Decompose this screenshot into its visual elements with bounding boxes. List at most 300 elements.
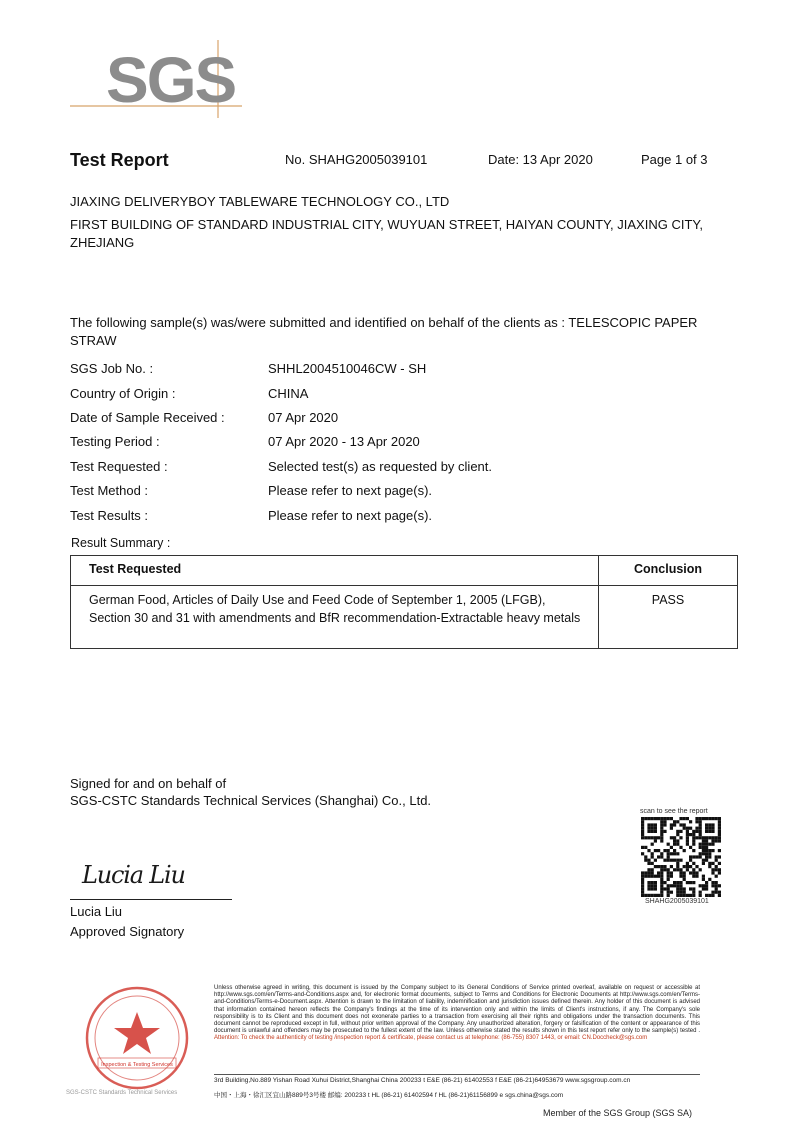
qr-module [695,855,698,858]
qr-module [699,868,702,871]
qr-module [695,830,698,833]
qr-module [647,859,650,862]
qr-module [654,839,657,842]
qr-code[interactable] [641,817,723,897]
qr-module [660,865,663,868]
qr-module [705,887,708,890]
qr-module [679,830,682,833]
qr-module [660,833,663,836]
qr-module [711,862,714,865]
qr-module [708,830,711,833]
qr-module [718,894,721,897]
qr-module [660,891,663,894]
qr-module [660,894,663,897]
qr-module [667,871,670,874]
qr-module [654,859,657,862]
qr-module [705,827,708,830]
qr-module [708,878,711,881]
field-label: Test Results : [70,508,149,523]
qr-module [644,846,647,849]
table-row [71,586,738,649]
qr-module [692,881,695,884]
qr-module [651,827,654,830]
qr-module [647,823,650,826]
qr-module [695,836,698,839]
qr-module [699,855,702,858]
qr-module [651,868,654,871]
qr-module [676,894,679,897]
qr-module [686,862,689,865]
qr-module [670,859,673,862]
qr-module [670,891,673,894]
qr-module [718,871,721,874]
client-name: JIAXING DELIVERYBOY TABLEWARE TECHNOLOGY CO., LTD [70,194,450,209]
qr-module [657,865,660,868]
qr-caption: scan to see the report [640,808,708,815]
qr-module [702,852,705,855]
qr-module [699,836,702,839]
qr-module [692,887,695,890]
qr-module [695,827,698,830]
field-label: Test Method : [70,483,149,498]
qr-module [718,891,721,894]
qr-module [718,884,721,887]
qr-module [699,891,702,894]
report-number: No. SHAHG2005039101 [285,152,428,167]
qr-module [641,871,644,874]
qr-module [654,830,657,833]
qr-module [670,823,673,826]
qr-module [667,891,670,894]
qr-module [711,868,714,871]
qr-module [673,843,676,846]
qr-module [641,852,644,855]
qr-module [667,817,670,820]
qr-module [686,868,689,871]
qr-module [641,881,644,884]
qr-module [686,833,689,836]
qr-module [641,884,644,887]
qr-module [683,887,686,890]
qr-module [702,884,705,887]
qr-module [702,859,705,862]
company-name: SGS-CSTC Standards Technical Services (Shanghai) Co., Ltd. [70,793,432,808]
qr-module [641,817,644,820]
result-summary-table [70,555,738,649]
qr-module [705,855,708,858]
qr-module [679,859,682,862]
qr-module [692,875,695,878]
qr-module [660,817,663,820]
qr-module [692,836,695,839]
qr-module [705,843,708,846]
qr-module [641,875,644,878]
qr-module [663,887,666,890]
qr-module [657,836,660,839]
qr-module [692,849,695,852]
field-label: SGS Job No. : [70,361,154,376]
qr-module [667,855,670,858]
qr-module [702,836,705,839]
signatory-name: Lucia Liu [70,904,123,919]
qr-module [699,817,702,820]
qr-module [676,833,679,836]
qr-module [654,836,657,839]
qr-module [679,817,682,820]
qr-module [679,894,682,897]
field-value: 07 Apr 2020 [268,410,339,425]
qr-module [718,817,721,820]
qr-module [692,868,695,871]
signature-line [70,899,232,900]
qr-module [686,836,689,839]
qr-module [641,846,644,849]
field-value: CHINA [268,386,309,401]
qr-module [711,830,714,833]
qr-module [660,830,663,833]
qr-module [683,878,686,881]
qr-module [651,817,654,820]
qr-module [679,881,682,884]
qr-module [644,894,647,897]
qr-module [647,868,650,871]
qr-module [692,830,695,833]
qr-module [657,871,660,874]
qr-module [679,846,682,849]
sgs-logo [70,40,242,120]
qr-module [718,830,721,833]
qr-module [660,855,663,858]
qr-module [711,839,714,842]
qr-module [676,843,679,846]
qr-module [692,871,695,874]
qr-module [667,849,670,852]
qr-module [692,894,695,897]
footer-divider [214,1074,700,1075]
qr-module [647,817,650,820]
qr-module [673,839,676,842]
qr-module [708,894,711,897]
qr-module [660,836,663,839]
qr-module [715,884,718,887]
qr-module [660,884,663,887]
qr-module [683,817,686,820]
svg-text:Inspection & Testing Services: Inspection & Testing Services [101,1062,173,1068]
qr-module [660,875,663,878]
qr-module [660,868,663,871]
qr-module [715,817,718,820]
qr-module [708,827,711,830]
qr-module [673,852,676,855]
qr-module [689,894,692,897]
qr-module [686,843,689,846]
qr-module [679,875,682,878]
qr-module [683,849,686,852]
qr-module [676,862,679,865]
qr-module [651,830,654,833]
terms-fine-print [214,985,700,1043]
terms-text: Unless otherwise agreed in writing, this document is issued by the Company subject to its General Conditions of Service printed overleaf, available on request or accessible at http://www.sgs.com/en/Terms-and-Conditions.aspx and, for electronic format documents, subject to Terms and Conditions for Electronic Documents at http://www.sgs.com/en/Terms-and-Conditions/Terms-e-Document.aspx. Attention is drawn to the limitation of liability, indemnification and jurisdiction issues defined therein. Any holder of this document is advised that information contained hereon reflects the Company's findings at the time of its intervention only and within the limits of Client's instructions, if any. The Company's sole responsibility is to its Client and this document does not exonerate parties to a transaction from exercising all their rights and obligations under the transaction documents. This document cannot be reproduced except in full, without prior written approval of the Company. Any unauthorized alteration, forgery or falsification of the content or appearance of this document is unlawful and offenders may be prosecuted to the fullest extent of the law. Unless otherwise stated the results shown in this test report refer only to the sample(s) tested . [214,985,700,1035]
qr-module [676,891,679,894]
qr-module [689,833,692,836]
qr-module [654,875,657,878]
qr-module [647,881,650,884]
qr-module [654,894,657,897]
qr-module [718,823,721,826]
qr-module [718,849,721,852]
qr-module [670,865,673,868]
qr-module [670,884,673,887]
qr-module [673,868,676,871]
qr-module [670,817,673,820]
qr-module [679,871,682,874]
field-value: SHHL2004510046CW - SH [268,361,427,376]
qr-module [718,827,721,830]
qr-module [673,859,676,862]
qr-module [654,887,657,890]
qr-module [663,881,666,884]
qr-module [718,833,721,836]
qr-module [708,836,711,839]
qr-module [699,884,702,887]
qr-module [673,836,676,839]
qr-module [676,830,679,833]
qr-module [667,884,670,887]
qr-module [644,836,647,839]
qr-module [673,881,676,884]
qr-module [695,871,698,874]
authenticity-notice: Attention: To check the authenticity of testing /inspection report & certificate, please contact us at telephone: (86-755) 8307 1443, or email: CN.Doccheck@sgs.com [214,1035,648,1042]
qr-module [692,833,695,836]
qr-module [676,839,679,842]
signatory-role: Approved Signatory [70,924,185,939]
qr-module [708,862,711,865]
field-label: Country of Origin : [70,386,176,401]
qr-module [660,827,663,830]
qr-module [663,830,666,833]
qr-module [670,836,673,839]
qr-module [692,862,695,865]
qr-module [641,891,644,894]
qr-module [670,871,673,874]
qr-module [660,839,663,842]
qr-module [695,875,698,878]
test-requested-cell: German Food, Articles of Daily Use and Feed Code of September 1, 2005 (LFGB), Section 30 and 31 with amendments and BfR recommendation-Extractable heavy metals [71,586,599,649]
qr-module [711,836,714,839]
qr-report-id: SHAHG2005039101 [645,898,709,905]
field-label: Date of Sample Received : [70,410,225,425]
qr-module [702,862,705,865]
qr-module [663,817,666,820]
qr-module [683,875,686,878]
qr-module [705,846,708,849]
qr-module [657,817,660,820]
qr-module [660,852,663,855]
qr-module [711,817,714,820]
qr-module [715,859,718,862]
qr-module [647,862,650,865]
report-date: Date: 13 Apr 2020 [488,152,593,167]
qr-module [644,871,647,874]
qr-module [711,891,714,894]
qr-module [689,855,692,858]
qr-module [647,894,650,897]
qr-module [667,887,670,890]
qr-module [708,817,711,820]
qr-module [676,865,679,868]
qr-module [647,827,650,830]
qr-module [676,852,679,855]
qr-module [660,887,663,890]
qr-module [667,878,670,881]
qr-module [651,875,654,878]
qr-module [641,830,644,833]
qr-module [692,843,695,846]
qr-module [711,881,714,884]
qr-module [702,817,705,820]
qr-module [647,830,650,833]
qr-module [702,887,705,890]
qr-module [673,849,676,852]
qr-module [679,836,682,839]
qr-module [686,881,689,884]
qr-module [644,859,647,862]
qr-module [647,887,650,890]
qr-module [718,855,721,858]
qr-module [711,843,714,846]
qr-module [679,868,682,871]
qr-module [711,894,714,897]
qr-module [689,846,692,849]
qr-module [699,846,702,849]
qr-module [705,894,708,897]
qr-module [705,859,708,862]
sample-intro: The following sample(s) was/were submitted and identified on behalf of the clients as : TELESCOPIC PAPER STRAW [70,315,698,348]
qr-module [686,894,689,897]
svg-text:SGS: SGS [106,44,236,116]
qr-module [718,868,721,871]
qr-module [651,881,654,884]
qr-module [676,887,679,890]
qr-module [676,884,679,887]
qr-module [679,891,682,894]
qr-module [647,849,650,852]
qr-module [708,823,711,826]
handwritten-signature [80,845,200,893]
qr-module [708,843,711,846]
qr-module [667,894,670,897]
qr-module [663,865,666,868]
qr-module [660,823,663,826]
qr-module [651,871,654,874]
qr-module [692,855,695,858]
qr-module [689,859,692,862]
qr-module [683,891,686,894]
qr-module [679,823,682,826]
qr-module [705,817,708,820]
qr-module [651,823,654,826]
qr-module [705,849,708,852]
qr-module [641,894,644,897]
qr-module [686,865,689,868]
qr-module [708,849,711,852]
column-header-test: Test Requested [71,556,599,586]
field-value: Selected test(s) as requested by client. [268,459,493,474]
qr-module [651,855,654,858]
qr-module [660,871,663,874]
address-chinese: 中国・上海・徐汇区宜山路889号3号楼 邮编: 200233 t HL (86-21) 61402594 f HL (86-21)61156899 e sgs.china@sgs.com [214,1092,564,1099]
qr-module [699,827,702,830]
qr-module [673,820,676,823]
qr-module [692,839,695,842]
qr-module [699,823,702,826]
qr-module [683,865,686,868]
qr-module [673,823,676,826]
field-value: Please refer to next page(s). [268,508,433,523]
qr-module [708,852,711,855]
qr-module [715,891,718,894]
field-value: 07 Apr 2020 - 13 Apr 2020 [268,434,420,449]
table-header-row [71,556,738,586]
qr-module [715,836,718,839]
field-value: Please refer to next page(s). [268,483,433,498]
qr-module [699,843,702,846]
qr-module [651,894,654,897]
qr-module [699,830,702,833]
qr-module [651,836,654,839]
qr-module [705,839,708,842]
qr-module [657,875,660,878]
qr-module [654,881,657,884]
qr-module [654,827,657,830]
qr-module [695,865,698,868]
qr-module [657,849,660,852]
qr-module [695,817,698,820]
qr-module [686,827,689,830]
qr-module [673,884,676,887]
column-header-conclusion: Conclusion [599,556,738,586]
qr-module [695,820,698,823]
qr-module [711,827,714,830]
qr-module [689,820,692,823]
qr-module [702,843,705,846]
qr-module [708,865,711,868]
qr-module [663,849,666,852]
report-title: Test Report [70,150,169,170]
qr-module [683,894,686,897]
qr-module [663,868,666,871]
qr-module [641,887,644,890]
qr-module [663,859,666,862]
qr-module [644,855,647,858]
qr-module [641,827,644,830]
field-label: Test Requested : [70,459,168,474]
qr-module [641,820,644,823]
sgs-member-note: Member of the SGS Group (SGS SA) [543,1108,693,1118]
qr-module [667,868,670,871]
qr-module [711,823,714,826]
qr-module [689,887,692,890]
conclusion-cell: PASS [599,586,738,649]
qr-module [654,849,657,852]
qr-module [711,871,714,874]
qr-module [715,839,718,842]
page-number: Page 1 of 3 [641,152,708,167]
qr-module [689,871,692,874]
qr-module [654,817,657,820]
qr-module [670,846,673,849]
qr-module [644,875,647,878]
